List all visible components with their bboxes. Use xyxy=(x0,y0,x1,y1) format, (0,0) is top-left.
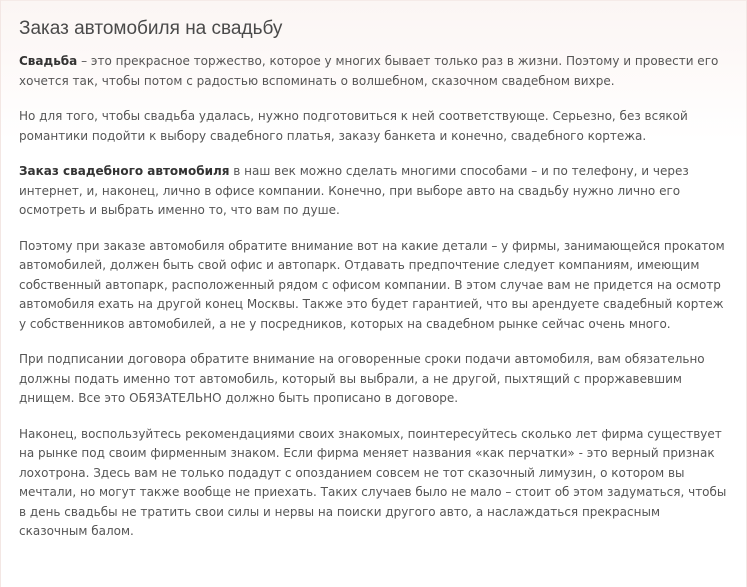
paragraph-5 xyxy=(19,350,731,409)
paragraph-4 xyxy=(19,237,731,335)
article-body xyxy=(19,52,731,558)
paragraph-1-text: – это прекрасное торжество, которое у многих бывает только раз в жизни. Поэтому и провести его хочется так, чтобы потом с радостью вспоминать о волшебном, сказочном свадебном вихре. xyxy=(19,54,719,88)
paragraph-3-text: в наш век можно сделать многими способами – и по телефону, и через интернет, и, наконец, лично в офисе компании. Конечно, при выборе авто на свадьбу нужно лично его осмотреть и выбрать именно то, что вам по душе. xyxy=(19,164,689,217)
article-title: Заказ автомобиля на свадьбу xyxy=(19,18,283,39)
paragraph-2-text: Но для того, чтобы свадьба удалась, нужно подготовиться к ней соответствующе. Серьезно, без всякой романтики подойти к выбору свадебного платья, заказу банкета и конечно, свадебного кортежа. xyxy=(19,109,688,143)
paragraph-5-text: При подписании договора обратите внимание на оговоренные сроки подачи автомобиля, вам обязательно должны подать именно тот автомобиль, который вы выбрали, а не другой, пыхтящий с проржавевшим днищем. Все это ОБЯЗАТЕЛЬНО должно быть прописано в договоре. xyxy=(19,352,705,405)
paragraph-1-bold: Свадьба xyxy=(19,54,78,68)
paragraph-4-text: Поэтому при заказе автомобиля обратите внимание вот на какие детали – у фирмы, занимающейся прокатом автомобилей, должен быть свой офис и автопарк. Отдавать предпочтение следует компаниям, имеющим собственный автопарк, расположенный рядом с офисом компании. В этом случае вам не придется на осмотр автомобиля ехать на другой конец Москвы. Также это будет гарантией, что вы арендуете свадебный кортеж у собственников автомобилей, а не у посредников, которых на свадебном рынке сейчас очень много. xyxy=(19,238,725,331)
paragraph-6 xyxy=(19,425,731,542)
paragraph-6-text: Наконец, воспользуйтесь рекомендациями своих знакомых, поинтересуйтесь сколько лет фирма существует на рынке под своим фирменным знаком. Если фирма меняет названия «как перчатки» - это верный признак лохотрона. Здесь вам не только подадут с опозданием совсем не тот сказочный лимузин, о котором вы мечтали, но могут также вообще не приехать. Таких случаев было не мало – стоит об этом задуматься, чтобы в день свадьбы не тратить свои силы и нервы на поиски другого авто, а наслаждаться прекрасным сказочным балом. xyxy=(19,426,727,538)
paragraph-3-bold: Заказ свадебного автомобиля xyxy=(19,164,230,178)
paragraph-3 xyxy=(19,162,731,221)
paragraph-1 xyxy=(19,52,731,91)
paragraph-2 xyxy=(19,107,731,146)
